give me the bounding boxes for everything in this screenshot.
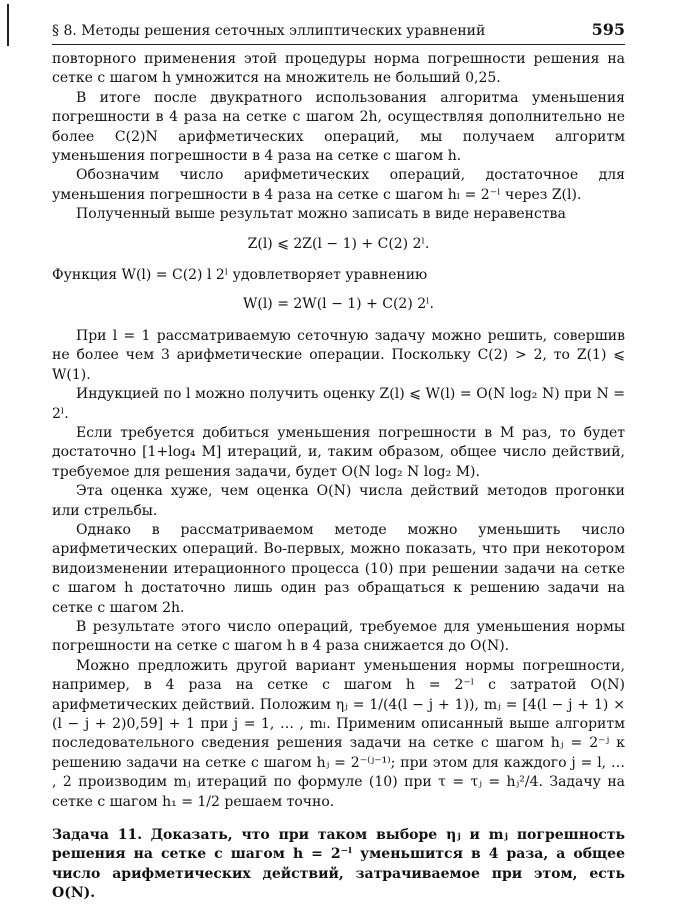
paragraph: Эта оценка хуже, чем оценка O(N) числа действий методов прогонки или стрельбы. bbox=[52, 483, 625, 519]
task-label: Задача 11. bbox=[52, 827, 143, 844]
paragraph: В результате этого число операций, требуемое для уменьшения нормы погрешности на сетке с шагом h в 4 раза снижается до O(N). bbox=[52, 618, 625, 655]
task-block bbox=[52, 826, 625, 904]
paragraph: Однако в рассматриваемом методе можно уменьшить число арифметических операций. Во-первых, можно показать, что при некотором видоизменении итерационного процесса (10) при решении задачи на сетке с шагом h достаточно лишь один раз обращаться к решению задачи на сетке с шагом 2h. bbox=[52, 521, 625, 616]
page-number: 595 bbox=[591, 20, 625, 39]
task-text: Доказать, что при таком выборе ηⱼ и mⱼ погрешность решения на сетке с шагом h = 2⁻ˡ уменьшится в 4 раза, а общее число арифметических действий, затрачиваемое при этом, есть O(N). bbox=[52, 827, 626, 902]
paragraph: Полученный выше результат можно записать в виде неравенства bbox=[76, 206, 566, 223]
page-header bbox=[52, 20, 625, 42]
paragraph: Можно предложить другой вариант уменьшения нормы погрешности, например, в 4 раза на сетке с шагом h = 2⁻ˡ с затратой O(N) арифметических действий. Положим ηⱼ = 1/(4(l − j + 1)), mⱼ = [4(l − j + 1) × (l − j + 2)0,59] + 1 при j = 1, … , mₗ. Применим описанный выше алгоритм последовательного сведения решения задачи на сетке с шагом hⱼ = 2⁻ʲ к решению задачи на сетке с шагом hⱼ = 2⁻⁽ʲ⁻¹⁾; при этом для каждого j = l, … , 2 производим mⱼ итераций по формуле (10) при τ = τⱼ = hⱼ²/4. Задачу на сетке с шагом h₁ = 1/2 решаем точно. bbox=[52, 657, 625, 810]
paragraph: Функция W(l) = C(2) l 2ˡ удовлетворяет уравнению bbox=[52, 267, 428, 284]
formula-equation: W(l) = 2W(l − 1) + C(2) 2ˡ. bbox=[242, 296, 435, 313]
paragraph: Обозначим число арифметических операций, достаточное для уменьшения погрешности в 4 раза на сетке с шагом hₗ = 2⁻ˡ через Z(l). bbox=[52, 167, 625, 203]
paragraph: Если требуется добиться уменьшения погрешности в M раз, то будет достаточно [1+log₄ M] итераций, и, таким образом, общее число действий, требуемое для решения задачи, будет O(N log₂ N log₂ M). bbox=[52, 424, 625, 480]
paragraph: При l = 1 рассматриваемую сеточную задачу можно решить, совершив не более чем 3 арифметические операции. Поскольку C(2) > 2, то Z(1) ⩽ W(1). bbox=[52, 327, 625, 383]
paragraph: Индукцией по l можно получить оценку Z(l) ⩽ W(l) = O(N log₂ N) при N = 2ˡ. bbox=[52, 386, 625, 422]
page-body bbox=[52, 50, 625, 904]
paragraph: В итоге после двукратного использования алгоритма уменьшения погрешности в 4 раза на сетке с шагом 2h, осуществляя дополнительно не более C(2)N арифметических операций, мы получаем алгоритм уменьшения погрешности в 4 раза на сетке с шагом h. bbox=[52, 89, 625, 165]
paragraph-continuation: повторного применения этой процедуры норма погрешности решения на сетке с шагом h умножится на множитель не больший 0,25. bbox=[52, 51, 625, 87]
section-title: § 8. Методы решения сеточных эллиптических уравнений bbox=[52, 23, 486, 39]
header-rule bbox=[52, 44, 625, 45]
margin-bar bbox=[7, 4, 9, 46]
formula-inequality: Z(l) ⩽ 2Z(l − 1) + C(2) 2ˡ. bbox=[247, 235, 430, 252]
